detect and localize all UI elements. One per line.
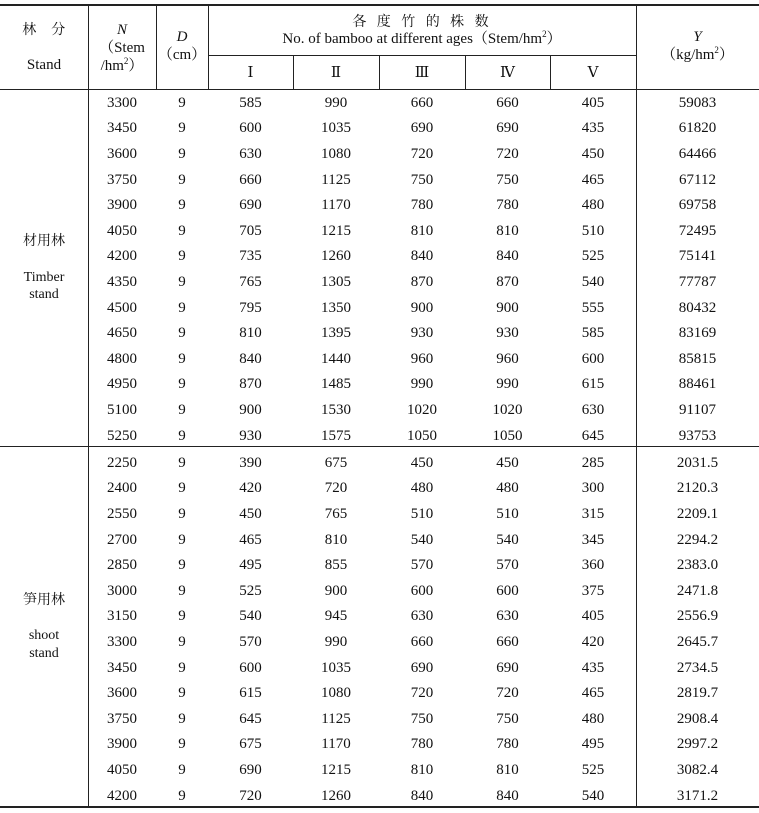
age-1-cell: 765 <box>239 273 262 290</box>
age-1-cell: 720 <box>239 787 262 804</box>
age-4-cell: 840 <box>496 787 519 804</box>
n-cell: 3600 <box>107 685 137 702</box>
age-4-cell: 720 <box>496 685 519 702</box>
age-5-cell: 540 <box>581 273 605 290</box>
age-5-cell: 585 <box>581 325 605 342</box>
age-5-cell: 480 <box>581 197 605 214</box>
age-5-cell: 435 <box>581 120 605 137</box>
age-4-cell: 450 <box>496 454 519 471</box>
d-cell: 9 <box>178 736 186 753</box>
age-3-cell: 810 <box>410 222 434 239</box>
age-2-cell: 1035 <box>321 120 351 137</box>
age-2-cell: 1350 <box>321 299 351 316</box>
age-4-cell: 1020 <box>492 401 523 418</box>
age-2-cell: 1215 <box>321 222 351 239</box>
age-5-cell: 300 <box>581 480 605 497</box>
y-cell: 83169 <box>678 325 717 342</box>
n-cell: 4950 <box>107 376 137 393</box>
n-header-unit-1: （Stem <box>99 40 145 56</box>
group-label-en: shoot <box>28 628 60 644</box>
age-4-cell: 720 <box>496 145 519 162</box>
age-1-cell: 570 <box>239 633 262 650</box>
age-2-cell: 1080 <box>321 145 351 162</box>
n-cell: 4350 <box>107 273 137 290</box>
age-4-cell: 630 <box>496 608 519 625</box>
age-1-cell: 870 <box>239 376 262 393</box>
ages-subheader-rule <box>208 55 636 56</box>
group-label-cn: 材用林 <box>23 233 65 250</box>
age-3-cell: 690 <box>410 659 434 676</box>
age-5-cell: 555 <box>581 299 605 316</box>
age-3-cell: 1020 <box>407 401 437 418</box>
age-2-cell: 1080 <box>321 685 351 702</box>
n-cell: 3450 <box>107 659 137 676</box>
y-cell: 75141 <box>678 248 717 265</box>
group-label-en: stand <box>29 645 59 661</box>
n-cell: 3300 <box>107 633 137 650</box>
age-2-cell: 720 <box>324 480 348 497</box>
age-3-cell: 780 <box>410 197 434 214</box>
age-3-cell: 750 <box>410 171 434 188</box>
d-cell: 9 <box>178 505 186 522</box>
ages-header-cn: 各 度 竹 的 株 数 <box>352 13 492 30</box>
y-cell: 93753 <box>678 427 717 444</box>
y-cell: 2209.1 <box>676 505 719 522</box>
age-2-cell: 990 <box>324 94 348 111</box>
y-cell: 2471.8 <box>676 582 719 599</box>
age-5-cell: 525 <box>581 248 605 265</box>
age-4-cell: 960 <box>496 350 519 367</box>
group-divider-rule <box>0 446 759 447</box>
age-2-cell: 1440 <box>321 350 351 367</box>
age-2-cell: 1125 <box>321 710 351 727</box>
age-5-cell: 315 <box>581 505 605 522</box>
age-3-cell: 750 <box>410 710 434 727</box>
n-cell: 4500 <box>107 299 137 316</box>
age-1-cell: 690 <box>239 761 262 778</box>
age-class-header: Ⅱ <box>330 64 342 81</box>
d-header-unit: （cm） <box>157 47 207 63</box>
n-cell: 2850 <box>107 557 137 574</box>
age-5-cell: 360 <box>581 557 605 574</box>
d-cell: 9 <box>178 427 186 444</box>
age-3-cell: 960 <box>410 350 434 367</box>
d-cell: 9 <box>178 222 186 239</box>
age-5-cell: 285 <box>581 454 605 471</box>
age-1-cell: 450 <box>239 505 262 522</box>
d-cell: 9 <box>178 325 186 342</box>
stand-header <box>0 6 88 90</box>
d-cell: 9 <box>178 685 186 702</box>
n-cell: 3600 <box>107 145 137 162</box>
age-3-cell: 990 <box>410 376 434 393</box>
bottom-rule <box>0 806 759 808</box>
y-cell: 2997.2 <box>676 736 719 753</box>
d-cell: 9 <box>178 350 186 367</box>
d-cell: 9 <box>178 480 186 497</box>
age-3-cell: 510 <box>410 505 434 522</box>
age-5-cell: 630 <box>581 401 605 418</box>
age-5-cell: 615 <box>581 376 605 393</box>
age-3-cell: 690 <box>410 120 434 137</box>
n-cell: 3900 <box>107 197 137 214</box>
age-5-cell: 420 <box>581 633 605 650</box>
age-4-cell: 750 <box>496 710 519 727</box>
n-cell: 4200 <box>107 787 137 804</box>
n-cell: 3900 <box>107 736 137 753</box>
age-1-cell: 495 <box>239 557 262 574</box>
age-1-cell: 840 <box>239 350 262 367</box>
d-cell: 9 <box>178 531 186 548</box>
age-2-cell: 990 <box>324 633 348 650</box>
age-3-cell: 540 <box>410 531 434 548</box>
age-4-cell: 480 <box>496 480 519 497</box>
y-cell: 2556.9 <box>676 608 719 625</box>
d-cell: 9 <box>178 120 186 137</box>
age-1-cell: 690 <box>239 197 262 214</box>
col-rule <box>208 5 209 89</box>
age-3-cell: 720 <box>410 145 434 162</box>
age-3-cell: 720 <box>410 685 434 702</box>
age-5-cell: 510 <box>581 222 605 239</box>
col-rule <box>379 55 380 89</box>
age-2-cell: 1395 <box>321 325 351 342</box>
age-2-cell: 1170 <box>321 736 351 753</box>
age-1-cell: 735 <box>239 248 262 265</box>
age-5-cell: 450 <box>581 145 605 162</box>
age-2-cell: 1035 <box>321 659 351 676</box>
y-cell: 2819.7 <box>676 685 719 702</box>
age-4-cell: 690 <box>496 659 519 676</box>
n-cell: 2400 <box>107 480 137 497</box>
age-5-cell: 435 <box>581 659 605 676</box>
n-cell: 2700 <box>107 531 137 548</box>
age-5-cell: 345 <box>581 531 605 548</box>
n-cell: 5250 <box>107 427 137 444</box>
y-cell: 69758 <box>678 197 717 214</box>
age-3-cell: 810 <box>410 761 434 778</box>
age-2-cell: 675 <box>324 454 348 471</box>
age-1-cell: 600 <box>239 659 262 676</box>
d-cell: 9 <box>178 787 186 804</box>
age-4-cell: 540 <box>496 531 519 548</box>
d-header-symbol: D <box>176 29 188 45</box>
age-2-cell: 1125 <box>321 171 351 188</box>
age-3-cell: 660 <box>410 633 434 650</box>
y-cell: 77787 <box>678 273 717 290</box>
age-5-cell: 480 <box>581 710 605 727</box>
age-1-cell: 675 <box>239 736 262 753</box>
age-4-cell: 660 <box>496 94 519 111</box>
age-4-cell: 930 <box>496 325 519 342</box>
y-header-symbol: Y <box>693 29 702 45</box>
y-cell: 2031.5 <box>676 454 719 471</box>
age-3-cell: 660 <box>410 94 434 111</box>
age-1-cell: 525 <box>239 582 262 599</box>
d-cell: 9 <box>178 171 186 188</box>
age-5-cell: 525 <box>581 761 605 778</box>
age-3-cell: 600 <box>410 582 434 599</box>
age-5-cell: 375 <box>581 582 605 599</box>
n-cell: 4050 <box>107 761 137 778</box>
col-rule <box>550 55 551 89</box>
age-4-cell: 840 <box>496 248 519 265</box>
y-cell: 2294.2 <box>676 531 719 548</box>
n-cell: 3300 <box>107 94 137 111</box>
y-cell: 67112 <box>679 171 716 188</box>
age-1-cell: 630 <box>239 145 262 162</box>
age-4-cell: 690 <box>496 120 519 137</box>
age-4-cell: 570 <box>496 557 519 574</box>
age-2-cell: 855 <box>324 557 348 574</box>
n-cell: 3000 <box>107 582 137 599</box>
age-5-cell: 540 <box>581 787 605 804</box>
d-cell: 9 <box>178 454 186 471</box>
age-1-cell: 465 <box>239 531 262 548</box>
age-3-cell: 1050 <box>407 427 437 444</box>
age-3-cell: 930 <box>410 325 434 342</box>
n-cell: 4050 <box>107 222 137 239</box>
n-cell: 2550 <box>107 505 137 522</box>
y-cell: 91107 <box>679 401 716 418</box>
age-5-cell: 405 <box>581 608 605 625</box>
age-2-cell: 810 <box>324 531 348 548</box>
age-1-cell: 420 <box>239 480 262 497</box>
y-cell: 3171.2 <box>676 787 719 804</box>
age-4-cell: 990 <box>496 376 519 393</box>
age-2-cell: 765 <box>324 505 348 522</box>
n-header <box>88 6 156 90</box>
age-1-cell: 600 <box>239 120 262 137</box>
stand-header-en: Stand <box>26 57 62 74</box>
d-cell: 9 <box>178 94 186 111</box>
col-rule <box>465 55 466 89</box>
age-2-cell: 945 <box>324 608 348 625</box>
age-2-cell: 1170 <box>321 197 351 214</box>
y-cell: 72495 <box>678 222 717 239</box>
age-class-header: Ⅰ <box>247 64 254 81</box>
age-5-cell: 645 <box>581 427 605 444</box>
y-cell: 2120.3 <box>676 480 719 497</box>
ages-header <box>208 6 636 56</box>
y-cell: 2383.0 <box>676 557 719 574</box>
n-cell: 3750 <box>107 171 137 188</box>
age-3-cell: 870 <box>410 273 434 290</box>
age-4-cell: 660 <box>496 633 519 650</box>
age-1-cell: 660 <box>239 171 262 188</box>
age-5-cell: 600 <box>581 350 605 367</box>
n-cell: 5100 <box>107 401 137 418</box>
ages-header-en: No. of bamboo at different $ages(Stem/hm^2)$ <box>282 29 562 48</box>
age-class-header: Ⅴ <box>587 64 599 81</box>
age-1-cell: 585 <box>239 94 262 111</box>
d-cell: 9 <box>178 557 186 574</box>
age-2-cell: 1575 <box>321 427 351 444</box>
y-cell: 2908.4 <box>676 710 719 727</box>
d-cell: 9 <box>178 659 186 676</box>
d-header <box>156 6 208 90</box>
y-cell: 2734.5 <box>676 659 719 676</box>
age-2-cell: 1485 <box>321 376 351 393</box>
group-label-en: Timber <box>23 269 65 285</box>
col-rule <box>636 5 637 807</box>
age-class-header: Ⅳ <box>500 64 515 81</box>
age-5-cell: 465 <box>581 171 605 188</box>
age-4-cell: 750 <box>496 171 519 188</box>
y-header-unit: $(kg/hm^2)$ <box>661 45 734 63</box>
age-1-cell: 540 <box>239 608 262 625</box>
age-3-cell: 840 <box>410 248 434 265</box>
d-cell: 9 <box>178 299 186 316</box>
age-5-cell: 405 <box>581 94 605 111</box>
y-cell: 88461 <box>678 376 717 393</box>
col-rule <box>156 5 157 89</box>
age-3-cell: 570 <box>410 557 434 574</box>
age-2-cell: 1260 <box>321 787 351 804</box>
age-2-cell: 1305 <box>321 273 351 290</box>
d-cell: 9 <box>178 401 186 418</box>
age-4-cell: 780 <box>496 197 519 214</box>
age-3-cell: 780 <box>410 736 434 753</box>
n-cell: 4200 <box>107 248 137 265</box>
age-2-cell: 1530 <box>321 401 351 418</box>
age-4-cell: 810 <box>496 222 519 239</box>
age-4-cell: 870 <box>496 273 519 290</box>
age-1-cell: 645 <box>239 710 262 727</box>
age-3-cell: 840 <box>410 787 434 804</box>
d-cell: 9 <box>178 273 186 290</box>
group-label-cn: 笋用林 <box>23 591 65 608</box>
age-4-cell: 1050 <box>492 427 523 444</box>
n-cell: 3150 <box>107 608 137 625</box>
age-2-cell: 1215 <box>321 761 351 778</box>
age-4-cell: 600 <box>496 582 519 599</box>
n-cell: 4650 <box>107 325 137 342</box>
d-cell: 9 <box>178 582 186 599</box>
y-cell: 59083 <box>678 94 717 111</box>
n-cell: 2250 <box>107 454 137 471</box>
top-rule <box>0 4 759 6</box>
y-cell: 85815 <box>678 350 717 367</box>
d-cell: 9 <box>178 248 186 265</box>
d-cell: 9 <box>178 608 186 625</box>
col-rule <box>293 55 294 89</box>
age-5-cell: 465 <box>581 685 605 702</box>
y-cell: 2645.7 <box>676 633 719 650</box>
col-rule <box>88 5 89 807</box>
age-1-cell: 930 <box>239 427 262 444</box>
age-3-cell: 630 <box>410 608 434 625</box>
n-cell: 4800 <box>107 350 137 367</box>
age-5-cell: 495 <box>581 736 605 753</box>
header-bottom-rule <box>0 89 759 90</box>
y-cell: 61820 <box>678 120 717 137</box>
y-cell: 3082.4 <box>676 761 719 778</box>
age-2-cell: 900 <box>324 582 348 599</box>
age-4-cell: 900 <box>496 299 519 316</box>
stand-header-cn: 林 分 <box>22 21 66 38</box>
n-header-unit-2: $/hm^2$） <box>100 56 144 74</box>
y-header <box>636 6 759 90</box>
age-2-cell: 1260 <box>321 248 351 265</box>
n-cell: 3450 <box>107 120 137 137</box>
n-cell: 3750 <box>107 710 137 727</box>
age-4-cell: 510 <box>496 505 519 522</box>
age-4-cell: 780 <box>496 736 519 753</box>
age-1-cell: 705 <box>239 222 262 239</box>
age-1-cell: 795 <box>239 299 262 316</box>
age-1-cell: 900 <box>239 401 262 418</box>
group-label-en: stand <box>29 287 59 303</box>
age-3-cell: 480 <box>410 480 434 497</box>
group-label-timber <box>0 91 88 446</box>
age-3-cell: 450 <box>410 454 434 471</box>
age-1-cell: 810 <box>239 325 262 342</box>
d-cell: 9 <box>178 145 186 162</box>
age-4-cell: 810 <box>496 761 519 778</box>
d-cell: 9 <box>178 633 186 650</box>
y-cell: 64466 <box>678 145 717 162</box>
group-label-shoot <box>0 448 88 806</box>
d-cell: 9 <box>178 197 186 214</box>
n-header-symbol: N <box>116 22 127 38</box>
age-3-cell: 900 <box>410 299 434 316</box>
d-cell: 9 <box>178 376 186 393</box>
age-class-header: Ⅲ <box>414 64 430 81</box>
d-cell: 9 <box>178 710 186 727</box>
d-cell: 9 <box>178 761 186 778</box>
age-1-cell: 390 <box>239 454 262 471</box>
age-1-cell: 615 <box>239 685 262 702</box>
y-cell: 80432 <box>678 299 717 316</box>
